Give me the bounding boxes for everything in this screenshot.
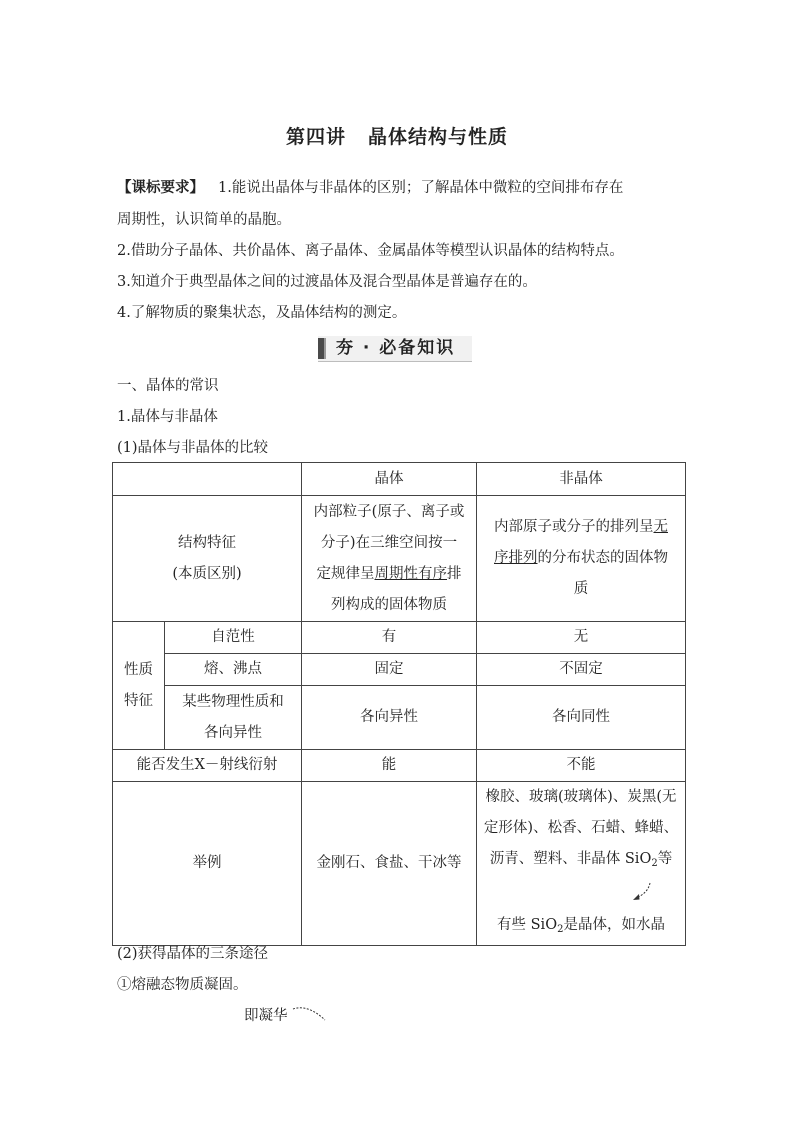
property-crystal: 固定 (302, 654, 477, 686)
examples-noncrystal: 橡胶、玻璃(玻璃体)、炭黑(无 定形体)、松香、石蜡、蜂蜡、 沥青、塑料、非晶体 SiO$_2$等 有些 SiO$_2$是晶体，如水晶 (477, 782, 686, 946)
property-name: 自范性 (165, 622, 302, 654)
property-crystal: 各向异性 (302, 686, 477, 750)
way-1: ①熔融态物质凝固。 (117, 977, 248, 993)
header-empty-cell (113, 463, 302, 496)
examples-crystal: 金刚石、食盐、干冰等 (302, 782, 477, 946)
crystal-comparison-table (112, 462, 686, 946)
requirement-item-1: 【课标要求】 1.能说出晶体与非晶体的区别；了解晶体中微粒的空间排布存在 (117, 179, 624, 196)
way-1-note: 即凝华 (244, 1008, 288, 1024)
section-heading: 一、晶体的常识 (117, 378, 219, 394)
table-row-structure (113, 496, 686, 622)
structure-crystal: 内部粒子(原子、离子或 分子)在三维空间按一 定规律呈周期性有序排 列构成的固体物质 (302, 496, 477, 622)
keyword-periodic-order: 周期性有序 (374, 565, 447, 582)
subsection-heading: 1.晶体与非晶体 (117, 409, 218, 425)
property-noncrystal: 不固定 (477, 654, 686, 686)
property-noncrystal: 无 (477, 622, 686, 654)
property-name: 熔、沸点 (165, 654, 302, 686)
table-row-xray (113, 750, 686, 782)
requirement-item-4: 4.了解物质的聚集状态，及晶体结构的测定。 (117, 305, 407, 321)
sio2-note: 有些 SiO$_2$是晶体，如水晶 (497, 917, 665, 935)
header-crystal: 晶体 (302, 463, 477, 496)
note-curve-icon (292, 1004, 328, 1022)
banner-text: 夯 · 必备知识 (336, 338, 456, 358)
table-row-melting-point (113, 654, 686, 686)
table-row-self-shaping (113, 622, 686, 654)
table-row-examples (113, 782, 686, 946)
keyword-disorder-1: 无 (653, 519, 668, 535)
lecture-number: 第四讲 (285, 126, 346, 148)
xray-crystal: 能 (302, 750, 477, 782)
requirement-item-2: 2.借助分子晶体、共价晶体、离子晶体、金属晶体等模型认识晶体的结构特点。 (117, 243, 624, 259)
requirement-item-3: 3.知道介于典型晶体之间的过渡晶体及混合型晶体是普遍存在的。 (117, 274, 537, 290)
lecture-topic: 晶体结构与性质 (368, 126, 509, 148)
properties-group-label: 性质 特征 (113, 622, 165, 750)
table-header-row (113, 463, 686, 496)
header-noncrystal: 非晶体 (477, 463, 686, 496)
table-row-anisotropy (113, 686, 686, 750)
property-crystal: 有 (302, 622, 477, 654)
structure-noncrystal: 内部原子或分子的排列呈无 序排列的分布状态的固体物 质 (477, 496, 686, 622)
requirements-label: 【课标要求】 (117, 179, 204, 196)
xray-label: 能否发生X－射线衍射 (113, 750, 302, 782)
property-name: 某些物理性质和 各向异性 (165, 686, 302, 750)
section-banner (318, 336, 472, 362)
keyword-disorder-2: 序排列 (494, 550, 538, 566)
xray-noncrystal: 不能 (477, 750, 686, 782)
structure-label: 结构特征 (本质区别) (113, 496, 302, 622)
examples-label: 举例 (113, 782, 302, 946)
banner-bar (318, 338, 326, 359)
requirement-item-1-cont: 周期性，认识简单的晶胞。 (117, 212, 291, 228)
page-title (0, 122, 794, 149)
annotation-arrow-icon (630, 881, 654, 903)
ways-heading: (2)获得晶体的三条途径 (117, 946, 269, 962)
property-noncrystal: 各向同性 (477, 686, 686, 750)
comparison-heading: (1)晶体与非晶体的比较 (117, 440, 269, 456)
